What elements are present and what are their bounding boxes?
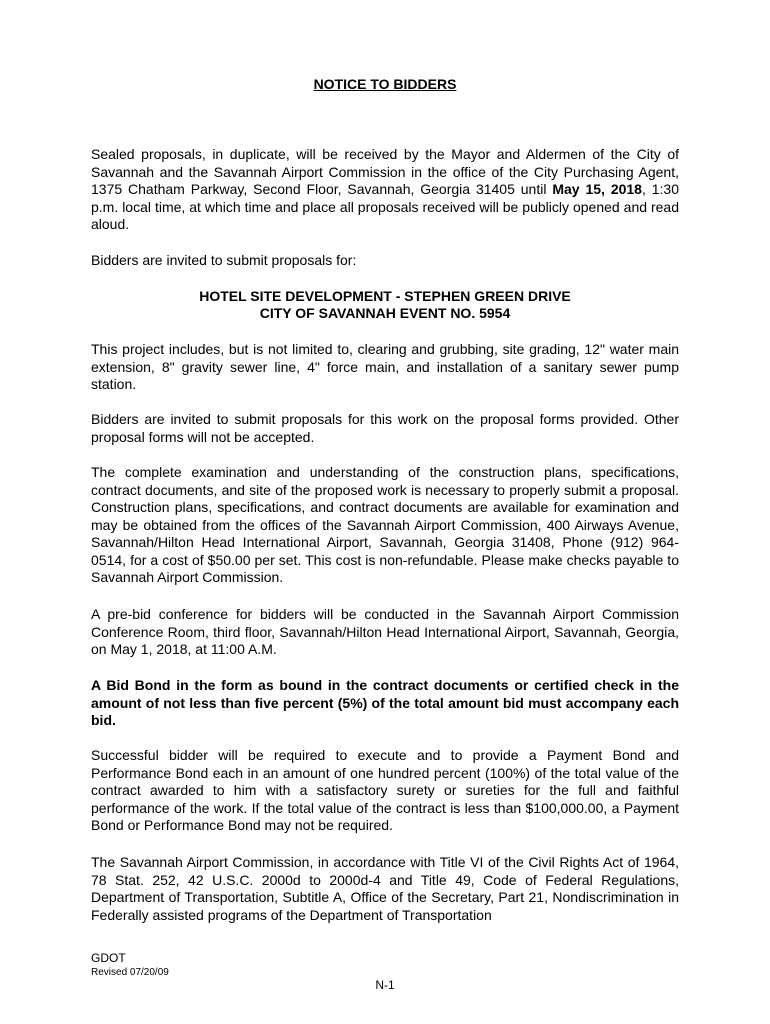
project-title-line2: CITY OF SAVANNAH EVENT NO. 5954 [259,305,511,321]
paragraph-civil-rights: The Savannah Airport Commission, in accordance with Title VI of the Civil Rights Act of 1964, 78 Stat. 252, 42 U.S.C. 2000d to 2000d-4 and Title 49, Code of Federal Regulations, Department of Transportation, Subtitle A, Office of the Secretary, Part 21, Nondiscrimination in Federally assisted programs of the Department of Transportation [91,854,679,923]
paragraph-proposal-forms: Bidders are invited to submit proposals for this work on the proposal forms provided. Other proposal forms will not be accepted. [91,411,679,445]
p1-text-before: Sealed proposals, in duplicate, will be received by the Mayor and Aldermen of the City of Savannah and the Savannah Airport Commission in the office of the City Purchasing Agent, 1375 Chatham Parkway, Second Floor, Savannah, Georgia 31405 until [91,146,679,197]
footer-revised: Revised 07/20/09 [91,967,169,978]
p1-text-after: , 1:30 p.m. local time, at which time and place all proposals received will be publicly opened and read aloud. [91,181,679,232]
project-title-line1: HOTEL SITE DEVELOPMENT - STEPHEN GREEN DRIVE [199,288,571,304]
page-title: NOTICE TO BIDDERS [313,76,457,92]
paragraph-sealed-proposals [91,146,679,234]
paragraph-examination: The complete examination and understanding of the construction plans, specifications, contract documents, and site of the proposed work is necessary to properly submit a proposal. Construction plans, specifications, and contract documents are available for examination and may be obtained from the offices of the Savannah Airport Commission, 400 Airways Avenue, Savannah/Hilton Head International Airport, Savannah, Georgia 31408, Phone (912) 964-0514, for a cost of $50.00 per set. This cost is non-refundable. Please make checks payable to Savannah Airport Commission. [91,464,679,585]
paragraph-bid-bond: A Bid Bond in the form as bound in the contract documents or certified check in the amount of not less than five percent (5%) of the total amount bid must accompany each bid. [91,677,679,728]
paragraph-prebid-conference: A pre-bid conference for bidders will be conducted in the Savannah Airport Commission Conference Room, third floor, Savannah/Hilton Head International Airport, Savannah, Georgia, on May 1, 2018, at 11:00 A.M. [91,606,679,657]
paragraph-payment-bond: Successful bidder will be required to execute and to provide a Payment Bond and Performance Bond each in an amount of one hundred percent (100%) of the total value of the contract awarded to him with a satisfactory surety or sureties for the full and faithful performance of the work. If the total value of the contract is less than $100,000.00, a Payment Bond or Performance Bond may not be required. [91,747,679,833]
page-number: N-1 [375,978,395,992]
p1-deadline-date: May 15, 2018 [552,181,642,197]
footer-org: GDOT [91,951,126,965]
paragraph-invitation: Bidders are invited to submit proposals for: [91,252,357,268]
paragraph-project-scope: This project includes, but is not limited to, clearing and grubbing, site grading, 12" water main extension, 8" gravity sewer line, 4" force main, and installation of a sanitary sewer pump station. [91,341,679,392]
